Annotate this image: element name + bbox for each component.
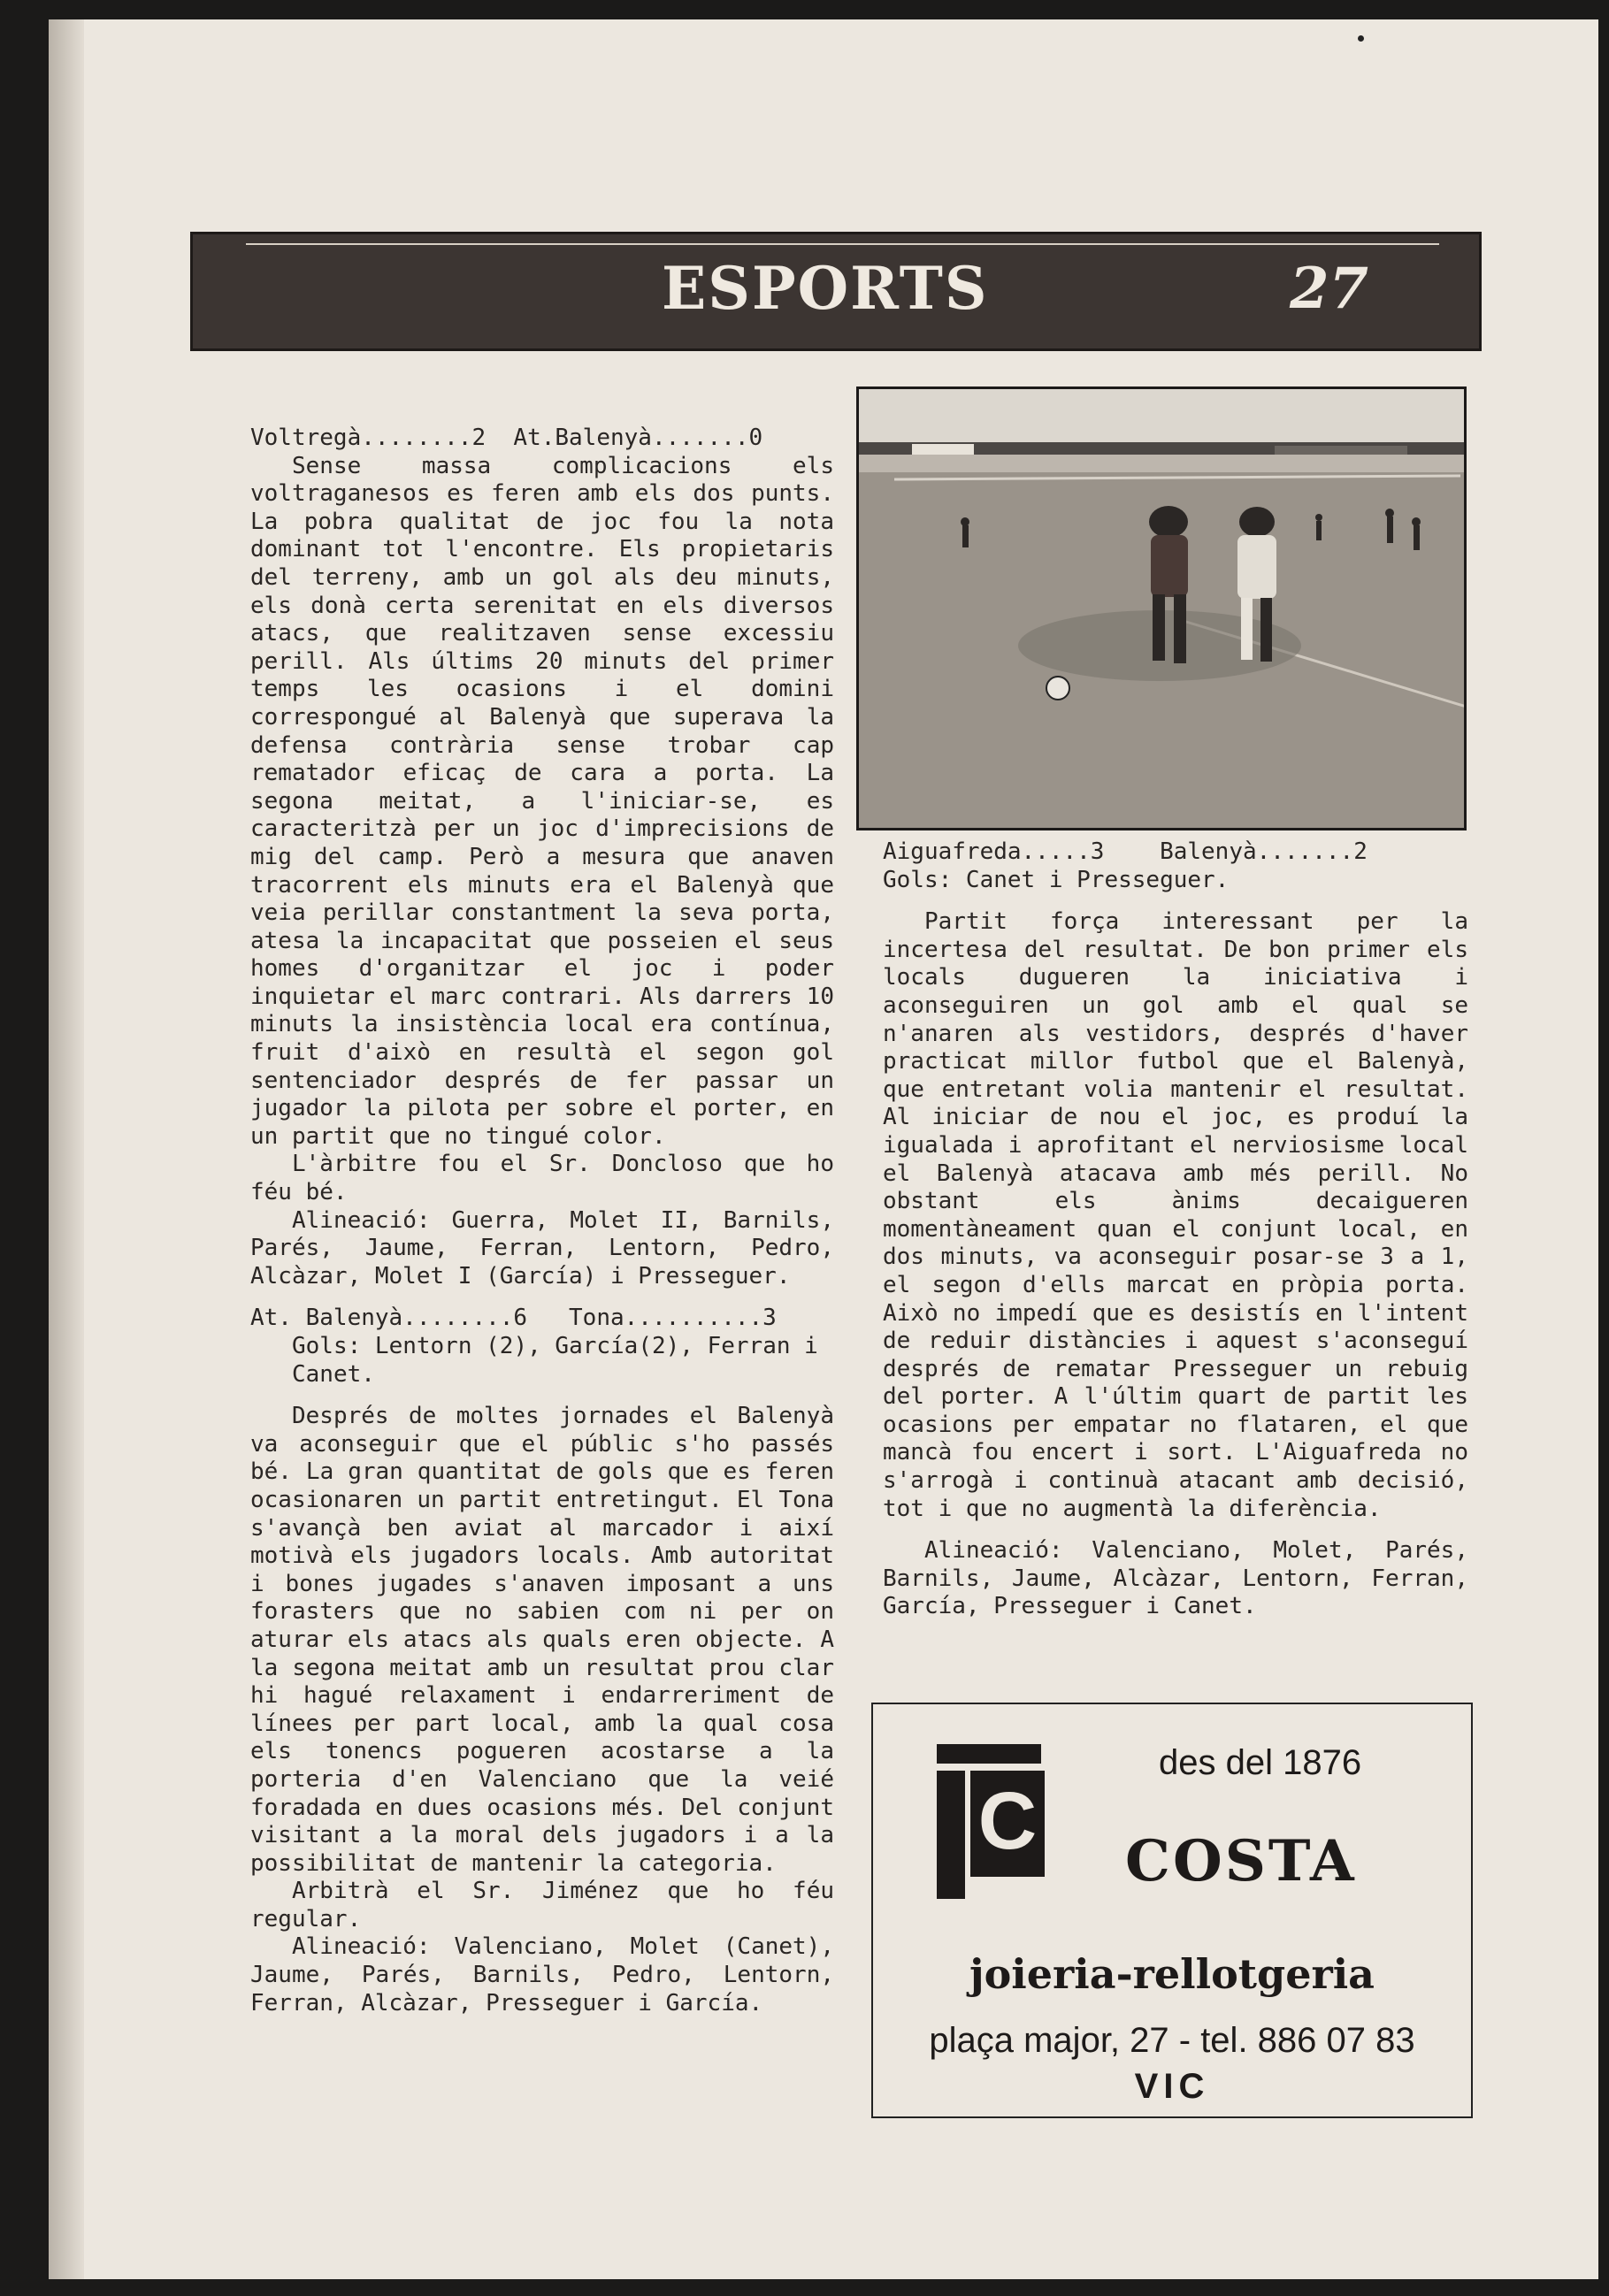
article-paragraph: Arbitrà el Sr. Jiménez que ho féu regular. [250,1878,834,1932]
page-number: 27 [1290,256,1369,322]
article-column-right [883,838,1468,1621]
lineup-paragraph: Alineació: Valenciano, Molet (Canet), Jaume, Parés, Barnils, Pedro, Lentorn, Ferran, Alcàzar, Presseguer i García. [250,1933,834,2017]
lineup-paragraph: Alineació: Valenciano, Molet, Parés, Barnils, Jaume, Alcàzar, Lentorn, Ferran, García, Presseguer i Canet. [883,1537,1468,1620]
article-paragraph: L'àrbitre fou el Sr. Doncloso que ho féu bé. [250,1151,834,1206]
ad-address: plaça major, 27 - tel. 886 07 83 [929,2021,1415,2060]
match-result: Voltregà........2 At.Balenyà.......0 [250,425,763,451]
section-banner [190,232,1482,351]
ink-dot [1358,35,1364,42]
ad-trade: joieria-rellotgeria [969,1950,1375,1998]
article-paragraph: Després de moltes jornades el Balenyà va aconseguir que el públic s'ho passés bé. La gran quantitat de gols que es feren ocasionaren un partit entretingut. El Tona s'avançà ben aviat al marcador i així motivà els jugadors locals. Amb autoritat i bones jugades s'anaven imposant a uns forasters que no sabien com ni per on aturar els atacs als quals eren objecte. A la segona meitat amb un resultat prou clar hi hagué relaxament i endarreriment de línees per part local, amb la qual cosa els tonencs pogueren acostarse a la porteria d'en Valenciano que la veié foradada en dues ocasions més. Del conjunt visitant a la moral dels jugadors i a la possibilitat de mantenir la categoria. [250,1403,834,1877]
scorers-line: Gols: Canet i Presseguer. [883,866,1230,893]
section-title: ESPORTS [662,254,989,323]
jeweller-advertisement [871,1703,1473,2118]
page-spine-shadow [49,19,84,2279]
ad-brand-name: COSTA [1125,1828,1357,1894]
football-match-photo [856,386,1467,830]
photo-drawing [859,389,1467,830]
match-result: At. Balenyà........6 Tona..........3 [250,1305,777,1332]
ad-city: VIC [1134,2067,1210,2106]
article-paragraph: Partit força interessant per la incertesa del resultat. De bon primer els locals dugueren la iniciativa i aconseguiren un gol amb el qual se n'anaren als vestidors, després d'haver practicat millor futbol que el Balenyà, que entretant volia mantenir el resultat. Al iniciar de nou el joc, es produí la igualada i aprofitant el nerviosisme local el Balenyà atacava amb més perill. No obstant els ànims decaigueren momentàneament quan el conjunt local, en dos minuts, va aconseguir posar-se 3 a 1, el segon d'ells marcat en pròpia porta. Això no impedí que es desistís en l'intent de reduir distàncies i aquest s'aconseguí després de rematar Presseguer un rebuig del porter. A l'últim quart de partit les ocasions per empatar no flataren, el que mancà fou encert i sort. L'Aiguafreda no s'arrogà i continuà atacant amb decisió, tot i que no augmentà la diferència. [883,908,1468,1522]
costa-logo-icon [928,1744,1056,1908]
svg-text:C: C [977,1776,1038,1866]
match-result: Aiguafreda.....3 Balenyà.......2 [883,838,1368,865]
ad-since: des del 1876 [1159,1743,1362,1782]
article-column-left [250,425,834,2017]
lineup-paragraph: Alineació: Guerra, Molet II, Barnils, Parés, Jaume, Ferran, Lentorn, Pedro, Alcàzar, Molet I (García) i Presseguer. [250,1206,834,1290]
article-paragraph: Sense massa complicacions els voltraganesos es feren amb els dos punts. La pobra qualitat de joc fou la nota dominant tot l'encontre. Els propietaris del terreny, amb un gol als deu minuts, els donà certa serenitat en els diversos atacs, que realitzaven sense excessiu perill. Als últims 20 minuts del primer temps les ocasions i el domini correspongué al Balenyà que superava la defensa contrària sense trobar cap rematador eficaç de cara a porta. La segona meitat, a l'iniciar-se, es caracteritzà per un joc d'imprecisions de mig del camp. Però a mesura que anaven tracorrent els minuts era el Balenyà que veia perillar constantment la seva porta, atesa la incapacitat que posseien el seus homes d'organitzar el joc i poder inquietar el marc contrari. Als darrers 10 minuts la insistència local era contínua, fruit d'això en resultà el segon gol sentenciador després de fer passar un jugador la pilota per sobre el porter, en un partit que no tingué color. [250,452,834,1150]
scorers-line: Gols: Lentorn (2), García(2), Ferran i Canet. [292,1333,818,1388]
banner-rule [246,243,1439,245]
